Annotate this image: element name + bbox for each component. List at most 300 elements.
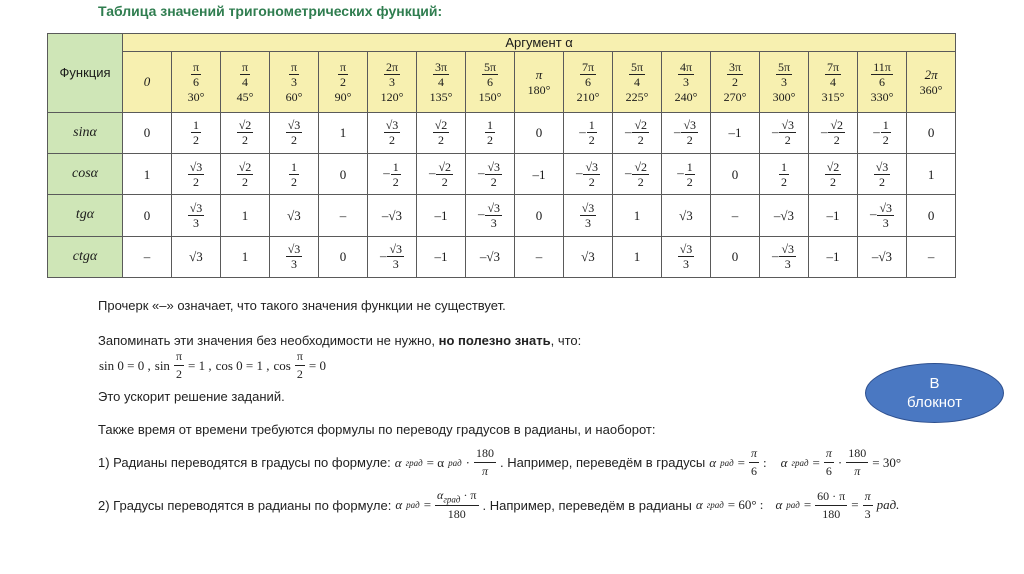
cell-fraction: [188, 161, 205, 188]
fraction-num: √2: [826, 159, 840, 174]
minus-sign: –: [873, 123, 880, 139]
argument-degrees: 45°: [236, 89, 254, 104]
argument-degrees: 60°: [285, 89, 303, 104]
cell-value: –: [535, 249, 543, 265]
fraction-num: 3π: [434, 59, 448, 74]
fraction-den: 2: [296, 367, 303, 381]
fraction-den: 3: [585, 215, 591, 230]
alpha-symbol: α: [394, 454, 402, 470]
fraction-den: 6: [751, 464, 757, 478]
fraction-den: 2: [830, 174, 836, 189]
argument-column-11: [662, 52, 711, 112]
cell-value: 0: [731, 249, 739, 265]
value-cell: [662, 153, 711, 194]
minus-sign: –: [771, 247, 779, 263]
argument-column-7: [466, 52, 515, 112]
speedup-note: Это ускорит решение заданий.: [98, 389, 285, 404]
argument-values-row: [48, 52, 956, 112]
minus-sign: –: [579, 123, 586, 139]
remember-plain: Запоминать эти значения без необходимости не нужно,: [98, 333, 439, 348]
argument-value: 0: [143, 74, 151, 90]
value-cell: [417, 153, 466, 194]
minus-sign: –: [771, 123, 779, 139]
cell-fraction: [436, 161, 453, 188]
fraction-den: 2: [392, 174, 399, 189]
fraction-den: 2: [781, 174, 787, 189]
cell-fraction: [877, 202, 894, 229]
fraction-den: 2: [637, 133, 644, 148]
cell-value: –1: [434, 249, 448, 265]
argument-degrees: 330°: [870, 89, 894, 104]
callout-line-2: блокнот: [907, 394, 962, 411]
cell-fraction: [779, 119, 796, 146]
fraction-den: 2: [686, 174, 693, 189]
cell-fraction: [681, 119, 698, 146]
cell-fraction: [580, 202, 597, 229]
callout-line-1: В: [929, 375, 940, 392]
value-cell: [662, 112, 711, 153]
subscript: рад: [786, 500, 800, 511]
fraction-den: π: [854, 464, 861, 478]
cell-fraction: [387, 243, 404, 270]
value-cell: [907, 112, 956, 153]
fraction-num: 3π: [728, 59, 742, 74]
fraction-den: 2: [389, 133, 395, 148]
value-cell: [319, 112, 368, 153]
fraction-num: √2: [634, 159, 648, 174]
subscript: град: [706, 500, 724, 511]
argument-fraction: [240, 61, 250, 88]
formula-2-example: . Например, переведём в радианы: [482, 497, 692, 513]
value-cell: [711, 153, 760, 194]
cell-value: –1: [826, 207, 840, 223]
fraction-den: 2: [490, 174, 497, 189]
minus-sign: –: [477, 206, 485, 222]
fraction-num: 5π: [630, 59, 644, 74]
equals: =: [737, 454, 745, 470]
cell-fraction: [779, 243, 796, 270]
fraction-num: √2: [238, 118, 252, 133]
fraction-den: 2: [686, 133, 693, 148]
fraction-num: 180: [846, 446, 868, 463]
fraction-num: π: [863, 489, 873, 506]
argument-degrees: 240°: [674, 89, 698, 104]
argument-degrees: 360°: [919, 82, 943, 97]
cell-fraction: [825, 161, 842, 188]
fraction-den: 3: [864, 506, 871, 521]
minus-sign: –: [673, 123, 681, 139]
fraction-num: π: [339, 59, 347, 74]
remember-note: [98, 333, 581, 348]
argument-fraction: [871, 61, 893, 88]
cell-fraction: [485, 119, 495, 146]
cell-value: –: [143, 249, 151, 265]
sin-pi2-value: = 1 ,: [188, 357, 212, 373]
fraction-num: √3: [389, 242, 403, 257]
fraction-num: 4π: [679, 59, 693, 74]
argument-header: Аргумент α: [123, 34, 956, 52]
cos-pi2-value: = 0: [308, 357, 327, 373]
argument-degrees: 150°: [478, 89, 502, 104]
argument-fraction: [727, 61, 743, 88]
minus-sign: –: [869, 206, 877, 222]
formula-1-example: . Например, переведём в градусы: [499, 455, 706, 470]
fraction-den: 2: [784, 133, 791, 148]
minus-sign: –: [383, 165, 390, 181]
fraction-num: √3: [287, 118, 301, 133]
value-cell: [760, 236, 809, 277]
value-cell: [515, 153, 564, 194]
cell-value: 1: [633, 249, 641, 265]
minus-sign: –: [624, 165, 632, 181]
argument-column-9: [564, 52, 613, 112]
argument-fraction: [191, 61, 201, 88]
fraction-num: 1: [882, 118, 889, 133]
formula-1-text: 1) Радианы переводятся в градусы по формуле:: [98, 455, 391, 470]
formula-rad-to-deg: [98, 446, 901, 479]
function-name: tgα: [48, 195, 123, 236]
value-cell: [221, 112, 270, 153]
value-cell: [368, 195, 417, 236]
argument-column-16: [907, 52, 956, 112]
fraction-num: √3: [679, 242, 693, 257]
argument-fraction: [629, 61, 645, 88]
value-cell: [417, 236, 466, 277]
alpha-symbol: α: [780, 454, 788, 470]
argument-column-1: [172, 52, 221, 112]
sin-pi2-fraction: [174, 349, 184, 382]
fraction-den: 2: [879, 174, 885, 189]
fraction-num: 1: [686, 159, 693, 174]
value-cell: [270, 112, 319, 153]
value-cell: [466, 153, 515, 194]
argument-column-2: [221, 52, 270, 112]
subscript: рад: [448, 457, 462, 468]
value-cell: [515, 195, 564, 236]
cell-value: 0: [927, 125, 935, 141]
fraction-den: 2: [588, 174, 595, 189]
fraction-den: 6: [825, 464, 832, 478]
argument-fraction: [384, 61, 400, 88]
fraction-den: 3: [389, 74, 395, 89]
fraction-den: 4: [634, 74, 640, 89]
value-cell: [711, 236, 760, 277]
cell-fraction: [632, 119, 649, 146]
alpha-symbol: α: [709, 454, 717, 470]
value-cell: [809, 112, 858, 153]
cell-fraction: [587, 119, 597, 146]
argument-fraction: [580, 61, 596, 88]
cell-fraction: [583, 161, 600, 188]
argument-column-10: [613, 52, 662, 112]
fraction-den: 3: [683, 74, 689, 89]
example-value: = 60° :: [727, 497, 764, 513]
value-cell: [662, 236, 711, 277]
argument-value: 2π: [924, 66, 938, 82]
fraction-num: 2π: [385, 59, 399, 74]
argument-column-8: [515, 52, 564, 112]
argument-column-6: [417, 52, 466, 112]
value-cell: [221, 195, 270, 236]
fraction-den: 2: [588, 133, 595, 148]
argument-degrees: 300°: [772, 89, 796, 104]
fraction-num: π: [290, 59, 298, 74]
fraction-num: π: [174, 349, 184, 366]
fraction-num: √3: [781, 118, 795, 133]
value-cell: [515, 112, 564, 153]
formulas-intro: Также время от времени требуются формулы по переводу градусов в радианы, и наоборот:: [98, 422, 656, 437]
fraction-den: 2: [242, 133, 248, 148]
subscript: рад: [720, 457, 734, 468]
fraction-den: 180: [447, 507, 466, 522]
fraction-num: √2: [438, 159, 452, 174]
argument-column-15: [858, 52, 907, 112]
subscript: град: [405, 457, 423, 468]
cell-value: –√3: [381, 207, 403, 223]
value-cell: [613, 236, 662, 277]
page-title: Таблица значений тригонометрических функций:: [98, 3, 443, 19]
key-values-formula: [99, 349, 326, 382]
alpha-symbol: α: [437, 488, 444, 502]
cell-fraction: [685, 161, 695, 188]
argument-degrees: 225°: [625, 89, 649, 104]
argument-degrees: 135°: [429, 89, 453, 104]
argument-header-row: [48, 34, 956, 52]
example-fraction: [749, 446, 759, 479]
value-cell: [711, 195, 760, 236]
fraction-den: 3: [683, 257, 689, 272]
fraction-den: 2: [732, 74, 738, 89]
colon: :: [763, 454, 767, 470]
argument-column-3: [270, 52, 319, 112]
cell-value: 0: [339, 166, 347, 182]
value-cell: [858, 195, 907, 236]
fraction-num: √3: [385, 118, 399, 133]
fraction-den: 2: [193, 174, 199, 189]
fraction-num: π: [192, 59, 200, 74]
fraction-den: 3: [490, 215, 497, 230]
value-cell: [564, 195, 613, 236]
value-cell: [564, 112, 613, 153]
fraction-den: 2: [291, 174, 297, 189]
result-fraction-2: [846, 446, 868, 479]
cell-value: 0: [535, 125, 543, 141]
cell-value: √3: [581, 249, 595, 265]
argument-fraction: [776, 61, 792, 88]
fraction-num: √3: [781, 242, 795, 257]
value-cell: [613, 195, 662, 236]
argument-fraction: [433, 61, 449, 88]
function-name: cosα: [48, 153, 123, 194]
cell-fraction: [485, 202, 502, 229]
cell-fraction: [286, 243, 303, 270]
fraction-den: 6: [487, 74, 493, 89]
value-cell: [809, 195, 858, 236]
cos-pi2-label: cos: [273, 357, 291, 373]
fraction-num: 7π: [826, 59, 840, 74]
cos-zero: cos 0 = 1 ,: [215, 357, 270, 373]
fraction-den: 2: [882, 133, 889, 148]
value-cell: [760, 153, 809, 194]
cell-value: –√3: [479, 249, 501, 265]
argument-column-14: [809, 52, 858, 112]
cell-fraction: [485, 161, 502, 188]
fraction-den: 2: [441, 174, 448, 189]
value-cell: [858, 236, 907, 277]
value-cell: [172, 236, 221, 277]
fraction-den: 2: [175, 367, 182, 381]
notebook-callout[interactable]: [865, 363, 1004, 423]
minus-sign: –: [379, 247, 387, 263]
fraction-den: 180: [822, 506, 841, 521]
cell-value: –√3: [773, 207, 795, 223]
dot: ·: [465, 454, 470, 470]
fraction-num: √3: [189, 159, 203, 174]
value-cell: [123, 195, 172, 236]
fraction-num: 1: [193, 118, 199, 133]
fraction-num: [435, 488, 478, 506]
cell-value: 1: [241, 249, 249, 265]
sin-pi2-label: sin: [154, 357, 170, 373]
fraction-num: 7π: [581, 59, 595, 74]
value-cell: [466, 236, 515, 277]
cell-value: –1: [434, 207, 448, 223]
fraction-num: 60 · π: [815, 489, 847, 506]
cell-value: 0: [927, 207, 935, 223]
cell-fraction: [391, 161, 401, 188]
subscript: рад: [406, 500, 420, 511]
fraction-num: √3: [189, 200, 203, 215]
cell-value: 1: [927, 166, 935, 182]
function-name: sinα: [48, 112, 123, 153]
subscript: град: [791, 457, 809, 468]
value-cell: [221, 236, 270, 277]
fraction-den: 2: [487, 133, 493, 148]
equals: =: [423, 497, 432, 513]
argument-degrees: 120°: [380, 89, 404, 104]
function-row: [48, 236, 956, 277]
cell-value: √3: [287, 207, 301, 223]
fraction-num: √2: [634, 118, 648, 133]
fraction-num: π: [824, 446, 834, 463]
value-cell: [760, 112, 809, 153]
cell-fraction: [188, 202, 205, 229]
cell-fraction: [874, 161, 891, 188]
value-cell: [270, 195, 319, 236]
function-row: [48, 153, 956, 194]
formula-2-text: 2) Градусы переводятся в радианы по формуле:: [98, 497, 392, 513]
cell-value: 0: [731, 166, 739, 182]
fraction-num: √2: [830, 118, 844, 133]
cell-fraction: [286, 119, 303, 146]
fraction-num: π: [749, 446, 759, 463]
equals: =: [812, 454, 820, 470]
argument-column-4: [319, 52, 368, 112]
cell-fraction: [779, 161, 789, 188]
minus-sign: –: [624, 123, 632, 139]
fraction-num: 180: [474, 446, 496, 463]
value-cell: [858, 112, 907, 153]
argument-degrees: 210°: [576, 89, 600, 104]
times-pi: · π: [463, 488, 477, 502]
argument-degrees: 180°: [527, 82, 551, 97]
function-row: [48, 112, 956, 153]
fraction-num: 1: [291, 159, 297, 174]
formula-2-fraction: [435, 488, 478, 522]
fraction-num: √2: [238, 159, 252, 174]
cell-value: 1: [339, 125, 347, 141]
value-cell: [564, 153, 613, 194]
argument-column-12: [711, 52, 760, 112]
cell-fraction: [384, 119, 401, 146]
fraction-num: √3: [487, 159, 501, 174]
value-cell: [368, 236, 417, 277]
fraction-num: √2: [434, 118, 448, 133]
fraction-den: 3: [193, 215, 199, 230]
cell-value: –: [339, 207, 347, 223]
fraction-den: 6: [585, 74, 591, 89]
subscript: град: [443, 494, 461, 505]
value-cell: [809, 153, 858, 194]
fraction-den: 2: [193, 133, 199, 148]
cell-fraction: [433, 119, 450, 146]
callout-text: [907, 374, 962, 412]
value-cell: [368, 112, 417, 153]
value-cell: [907, 195, 956, 236]
value-cell: [613, 153, 662, 194]
equals: =: [803, 497, 812, 513]
fraction-num: 1: [781, 159, 787, 174]
value-cell: [907, 153, 956, 194]
value-cell: [172, 112, 221, 153]
value-cell: [466, 112, 515, 153]
value-cell: [123, 236, 172, 277]
fraction-num: π: [295, 349, 305, 366]
cell-value: 0: [143, 125, 151, 141]
fraction-num: π: [241, 59, 249, 74]
value-cell: [760, 195, 809, 236]
cell-value: √3: [189, 249, 203, 265]
cell-fraction: [237, 161, 254, 188]
minus-sign: –: [575, 165, 583, 181]
argument-fraction: [482, 61, 498, 88]
fraction-den: 4: [438, 74, 444, 89]
cell-fraction: [881, 119, 891, 146]
value-cell: [711, 112, 760, 153]
argument-fraction: [825, 61, 841, 88]
equals: =: [851, 497, 859, 513]
alpha-symbol: α: [775, 497, 783, 513]
cell-fraction: [678, 243, 695, 270]
dash-note: Прочерк «–» означает, что такого значения функции не существует.: [98, 298, 506, 313]
result-unit: рад.: [876, 497, 900, 513]
cell-fraction: [191, 119, 201, 146]
argument-degrees: 30°: [187, 89, 205, 104]
fraction-num: √3: [585, 159, 599, 174]
value-cell: [123, 153, 172, 194]
cell-value: –1: [728, 125, 742, 141]
cell-value: –: [927, 249, 935, 265]
argument-degrees: 270°: [723, 89, 747, 104]
fraction-num: 5π: [483, 59, 497, 74]
fraction-num: √3: [581, 200, 595, 215]
value-cell: [319, 153, 368, 194]
fraction-den: 3: [781, 74, 787, 89]
fraction-den: 3: [291, 257, 297, 272]
argument-fraction: [338, 61, 348, 88]
cell-fraction: [828, 119, 845, 146]
cell-fraction: [237, 119, 254, 146]
